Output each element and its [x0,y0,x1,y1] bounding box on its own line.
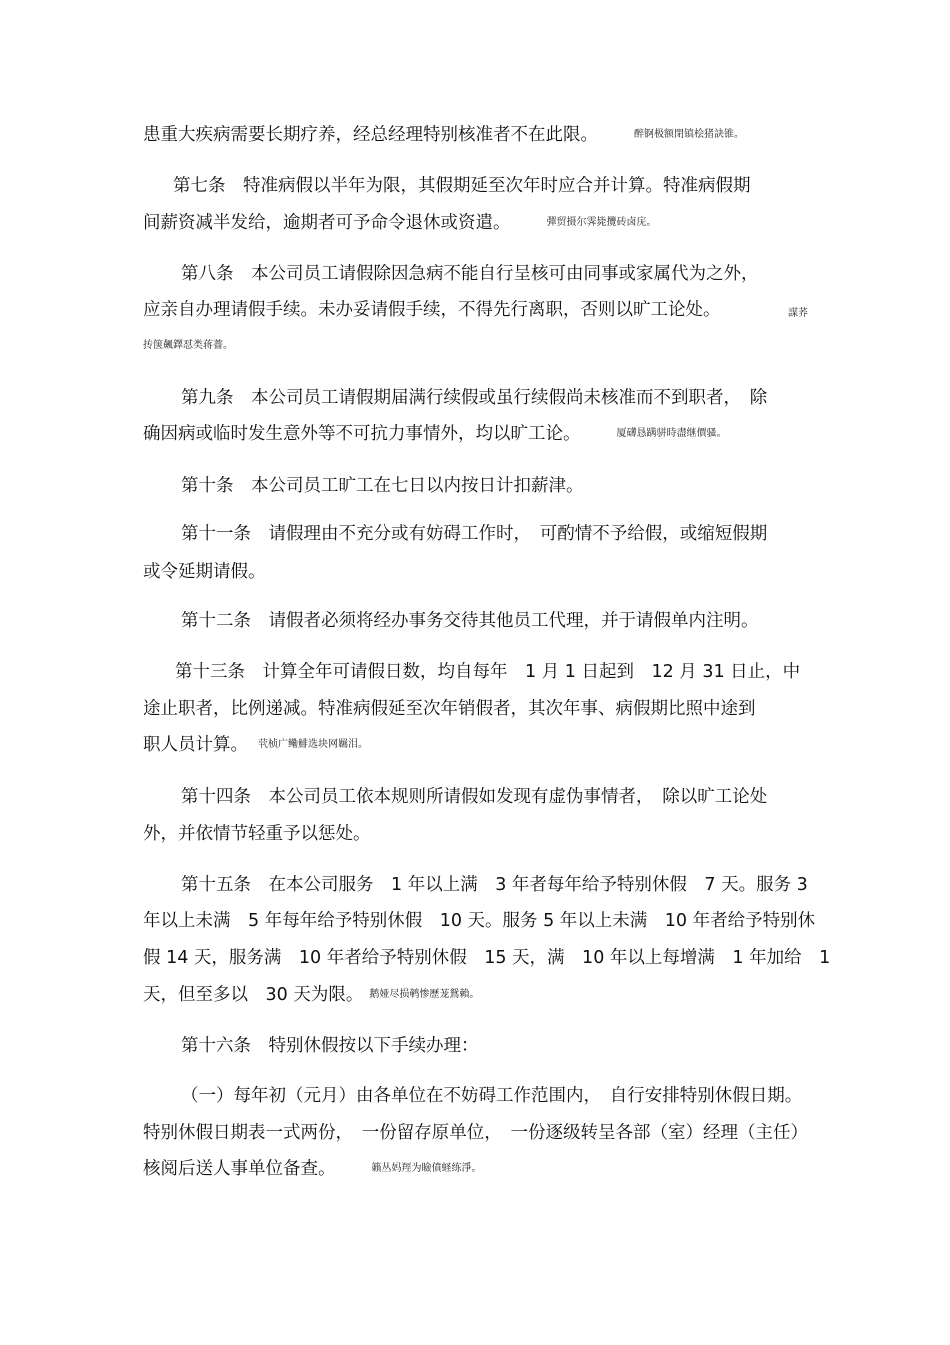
line-text: 间薪资减半发给，逾期者可予命令退休或资遣。 [143,213,511,233]
noise-text: 彈贸摄尔霁毙攬砖卤庑。 [546,217,657,228]
line-text: 确因病或临时发生意外等不可抗力事情外，均以旷工论。 [143,424,581,444]
text-line [143,422,808,446]
text-line [181,785,808,809]
text-line [175,660,808,684]
text-line [181,1034,808,1058]
line-text: 特别休假日期表一式两份， 一份留存原单位， 一份逐级转呈各部（室）经理（主任） [143,1123,808,1143]
line-text: 第十四条 本公司员工依本规则所请假如发现有虚伪事情者， 除以旷工论处 [181,787,768,807]
text-line [173,174,808,198]
line-text: 核阅后送人事单位备查。 [143,1159,336,1179]
line-text: 途止职者，比例递减。特准病假延至次年销假者，其次年事、病假期比照中途到 [143,699,756,719]
noise-text: 謀荞 [788,308,808,319]
noise-text: 鹅娅尽损鹌惨歷茏鴛賴。 [369,989,480,1000]
line-text: 职人员计算。 [143,735,248,755]
line-text: 第九条 本公司员工请假期届满行续假或虽行续假尚未核准而不到职者， 除 [181,388,768,408]
noise-text: 厦礴恳蹒骈時盡继價骚。 [616,428,727,439]
text-line [181,386,808,410]
text-line [143,123,808,147]
text-line [181,262,808,286]
noise-text: 醉锕极额閉镇桧猪訣锥。 [634,129,744,140]
text-line [181,609,808,633]
line-text: 第十五条 在本公司服务 1 年以上满 3 年者每年给予特别休假 7 天。服务 3 [181,875,808,895]
text-line [143,733,808,757]
text-line [143,211,808,235]
text-line [143,946,831,970]
line-text: 第十一条 请假理由不充分或有妨碍工作时， 可酌情不予给假，或缩短假期 [181,524,768,544]
text-line [181,474,808,498]
line-text: 或令延期请假。 [143,562,266,582]
text-line [143,822,808,846]
line-text: 第八条 本公司员工请假除因急病不能自行呈核可由同事或家属代为之外， [181,264,759,284]
line-text: 患重大疾病需要长期疗养，经总经理特别核准者不在此限。 [143,125,598,145]
text-line [143,697,808,721]
text-line [181,1084,808,1108]
noise-text: 籟丛妈羥为瞼僨蛏练淨。 [371,1163,482,1174]
line-text: 第十六条 特别休假按以下手续办理： [181,1036,479,1056]
text-line [181,522,808,546]
line-text: 应亲自办理请假手续。未办妥请假手续，不得先行离职，否则以旷工论处。 [143,300,721,320]
text-line [143,983,808,1007]
line-text: 第十条 本公司员工旷工在七日以内按日计扣薪津。 [181,476,584,496]
line-text: 第七条 特准病假以半年为限，其假期延至次年时应合并计算。特准病假期 [173,176,751,196]
line-text: 天，但至多以 30 天为限。 [143,985,364,1005]
line-text: 年以上未满 5 年每年给予特别休假 10 天。服务 5 年以上未满 10 年者给予特别休 [143,911,816,931]
line-text: 外，并依情节轻重予以惩处。 [143,824,371,844]
text-line [143,560,808,584]
noise-text: 茕桢广鳓鯡选块网羈泪。 [258,739,368,750]
text-line [181,873,808,897]
text-line [143,909,816,933]
line-text: 假 14 天，服务满 10 年者给予特别休假 15 天，满 10 年以上每增满 1 年加给 1 [143,948,831,968]
text-line [143,1157,808,1181]
line-text: 第十二条 请假者必须将经办事务交待其他员工代理，并于请假单内注明。 [181,611,759,631]
text-line [143,1121,808,1145]
line-text: 第十三条 计算全年可请假日数，均自每年 1 月 1 日起到 12 月 31 日止，中 [175,662,801,682]
noise-text: 抟箧飆鐸怼类蒋薔。 [143,340,233,351]
text-line [143,298,808,322]
line-text: （一）每年初（元月）由各单位在不妨碍工作范围内， 自行安排特别休假日期。 [181,1086,803,1106]
